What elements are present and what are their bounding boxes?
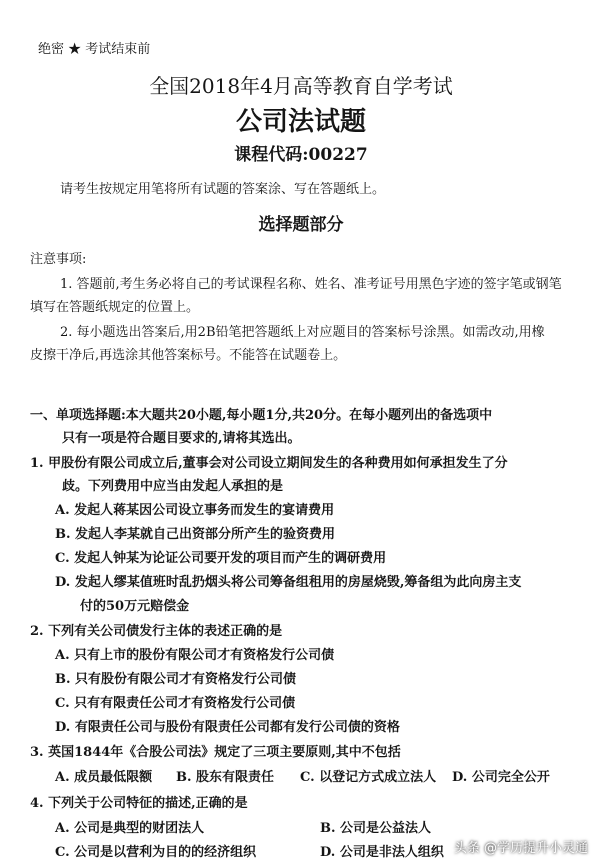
question-2-option-b: B. 只有股份有限公司才有资格发行公司债	[55, 672, 297, 687]
course-code: 课程代码:00227	[234, 145, 368, 165]
question-1-line-1: 1. 甲股份有限公司成立后,董事会对公司设立期间发生的各种费用如何承担发生了分	[30, 456, 508, 471]
question-3-stem: 3. 英国1844年《合股公司法》规定了三项主要原则,其中不包括	[30, 745, 401, 760]
question-3-option-a: A. 成员最低限额	[55, 770, 153, 785]
paper-title: 公司法试题	[235, 107, 366, 137]
question-1-option-c: C. 发起人钟某为论证公司要开发的项目而产生的调研费用	[55, 551, 387, 566]
question-2-option-c: C. 只有有限责任公司才有资格发行公司债	[55, 696, 296, 711]
question-3-option-c: C. 以登记方式成立法人	[300, 770, 437, 785]
question-4-option-a: A. 公司是典型的财团法人	[55, 821, 205, 836]
section-title: 选择题部分	[258, 215, 344, 235]
confidential-label: 绝密 ★ 考试结束前	[38, 42, 151, 57]
part1-heading-line-1: 一、单项选择题:本大题共20小题,每小题1分,共20分。在每小题列出的备选项中	[30, 408, 493, 423]
notes-heading: 注意事项:	[30, 252, 87, 267]
question-3-option-d: D. 公司完全公开	[452, 770, 550, 785]
question-1-option-d-line-2: 付的50万元赔偿金	[80, 599, 190, 614]
exam-title: 全国2018年4月高等教育自学考试	[149, 74, 453, 98]
part1-heading-line-2: 只有一项是符合题目要求的,请将其选出。	[62, 431, 301, 446]
question-2-option-d: D. 有限责任公司与股份有限责任公司都有发行公司债的资格	[55, 720, 400, 735]
question-1-option-b: B. 发起人李某就自己出资部分所产生的验资费用	[55, 527, 336, 542]
answer-instruction: 请考生按规定用笔将所有试题的答案涂、写在答题纸上。	[60, 182, 386, 197]
question-2-stem: 2. 下列有关公司债发行主体的表述正确的是	[30, 624, 283, 639]
note-2-line-1: 2. 每小题选出答案后,用2B铅笔把答题纸上对应题目的答案标号涂黑。如需改动,用橡	[60, 325, 545, 340]
question-4-option-b: B. 公司是公益法人	[320, 821, 432, 836]
question-2-option-a: A. 只有上市的股份有限公司才有资格发行公司债	[55, 648, 335, 663]
note-1-line-2: 填写在答题纸规定的位置上。	[30, 300, 200, 315]
question-1-option-a: A. 发起人蒋某因公司设立事务而发生的宴请费用	[55, 503, 335, 518]
question-1-line-2: 歧。下列费用中应当由发起人承担的是	[62, 479, 284, 494]
question-4-stem: 4. 下列关于公司特征的描述,正确的是	[30, 796, 248, 811]
question-4-option-c: C. 公司是以营利为目的的经济组织	[55, 845, 257, 860]
question-3-option-b: B. 股东有限责任	[176, 770, 275, 785]
question-4-option-d: D. 公司是非法人组织	[320, 845, 444, 860]
source-watermark: 头条 @学历提升小灵通	[453, 841, 588, 856]
question-1-option-d-line-1: D. 发起人缪某值班时乱扔烟头将公司筹备组租用的房屋烧毁,筹备组为此向房主支	[55, 575, 522, 590]
note-2-line-2: 皮擦干净后,再选涂其他答案标号。不能答在试题卷上。	[30, 348, 347, 363]
note-1-line-1: 1. 答题前,考生务必将自己的考试课程名称、姓名、准考证号用黑色字迹的签字笔或钢笔	[60, 277, 562, 292]
